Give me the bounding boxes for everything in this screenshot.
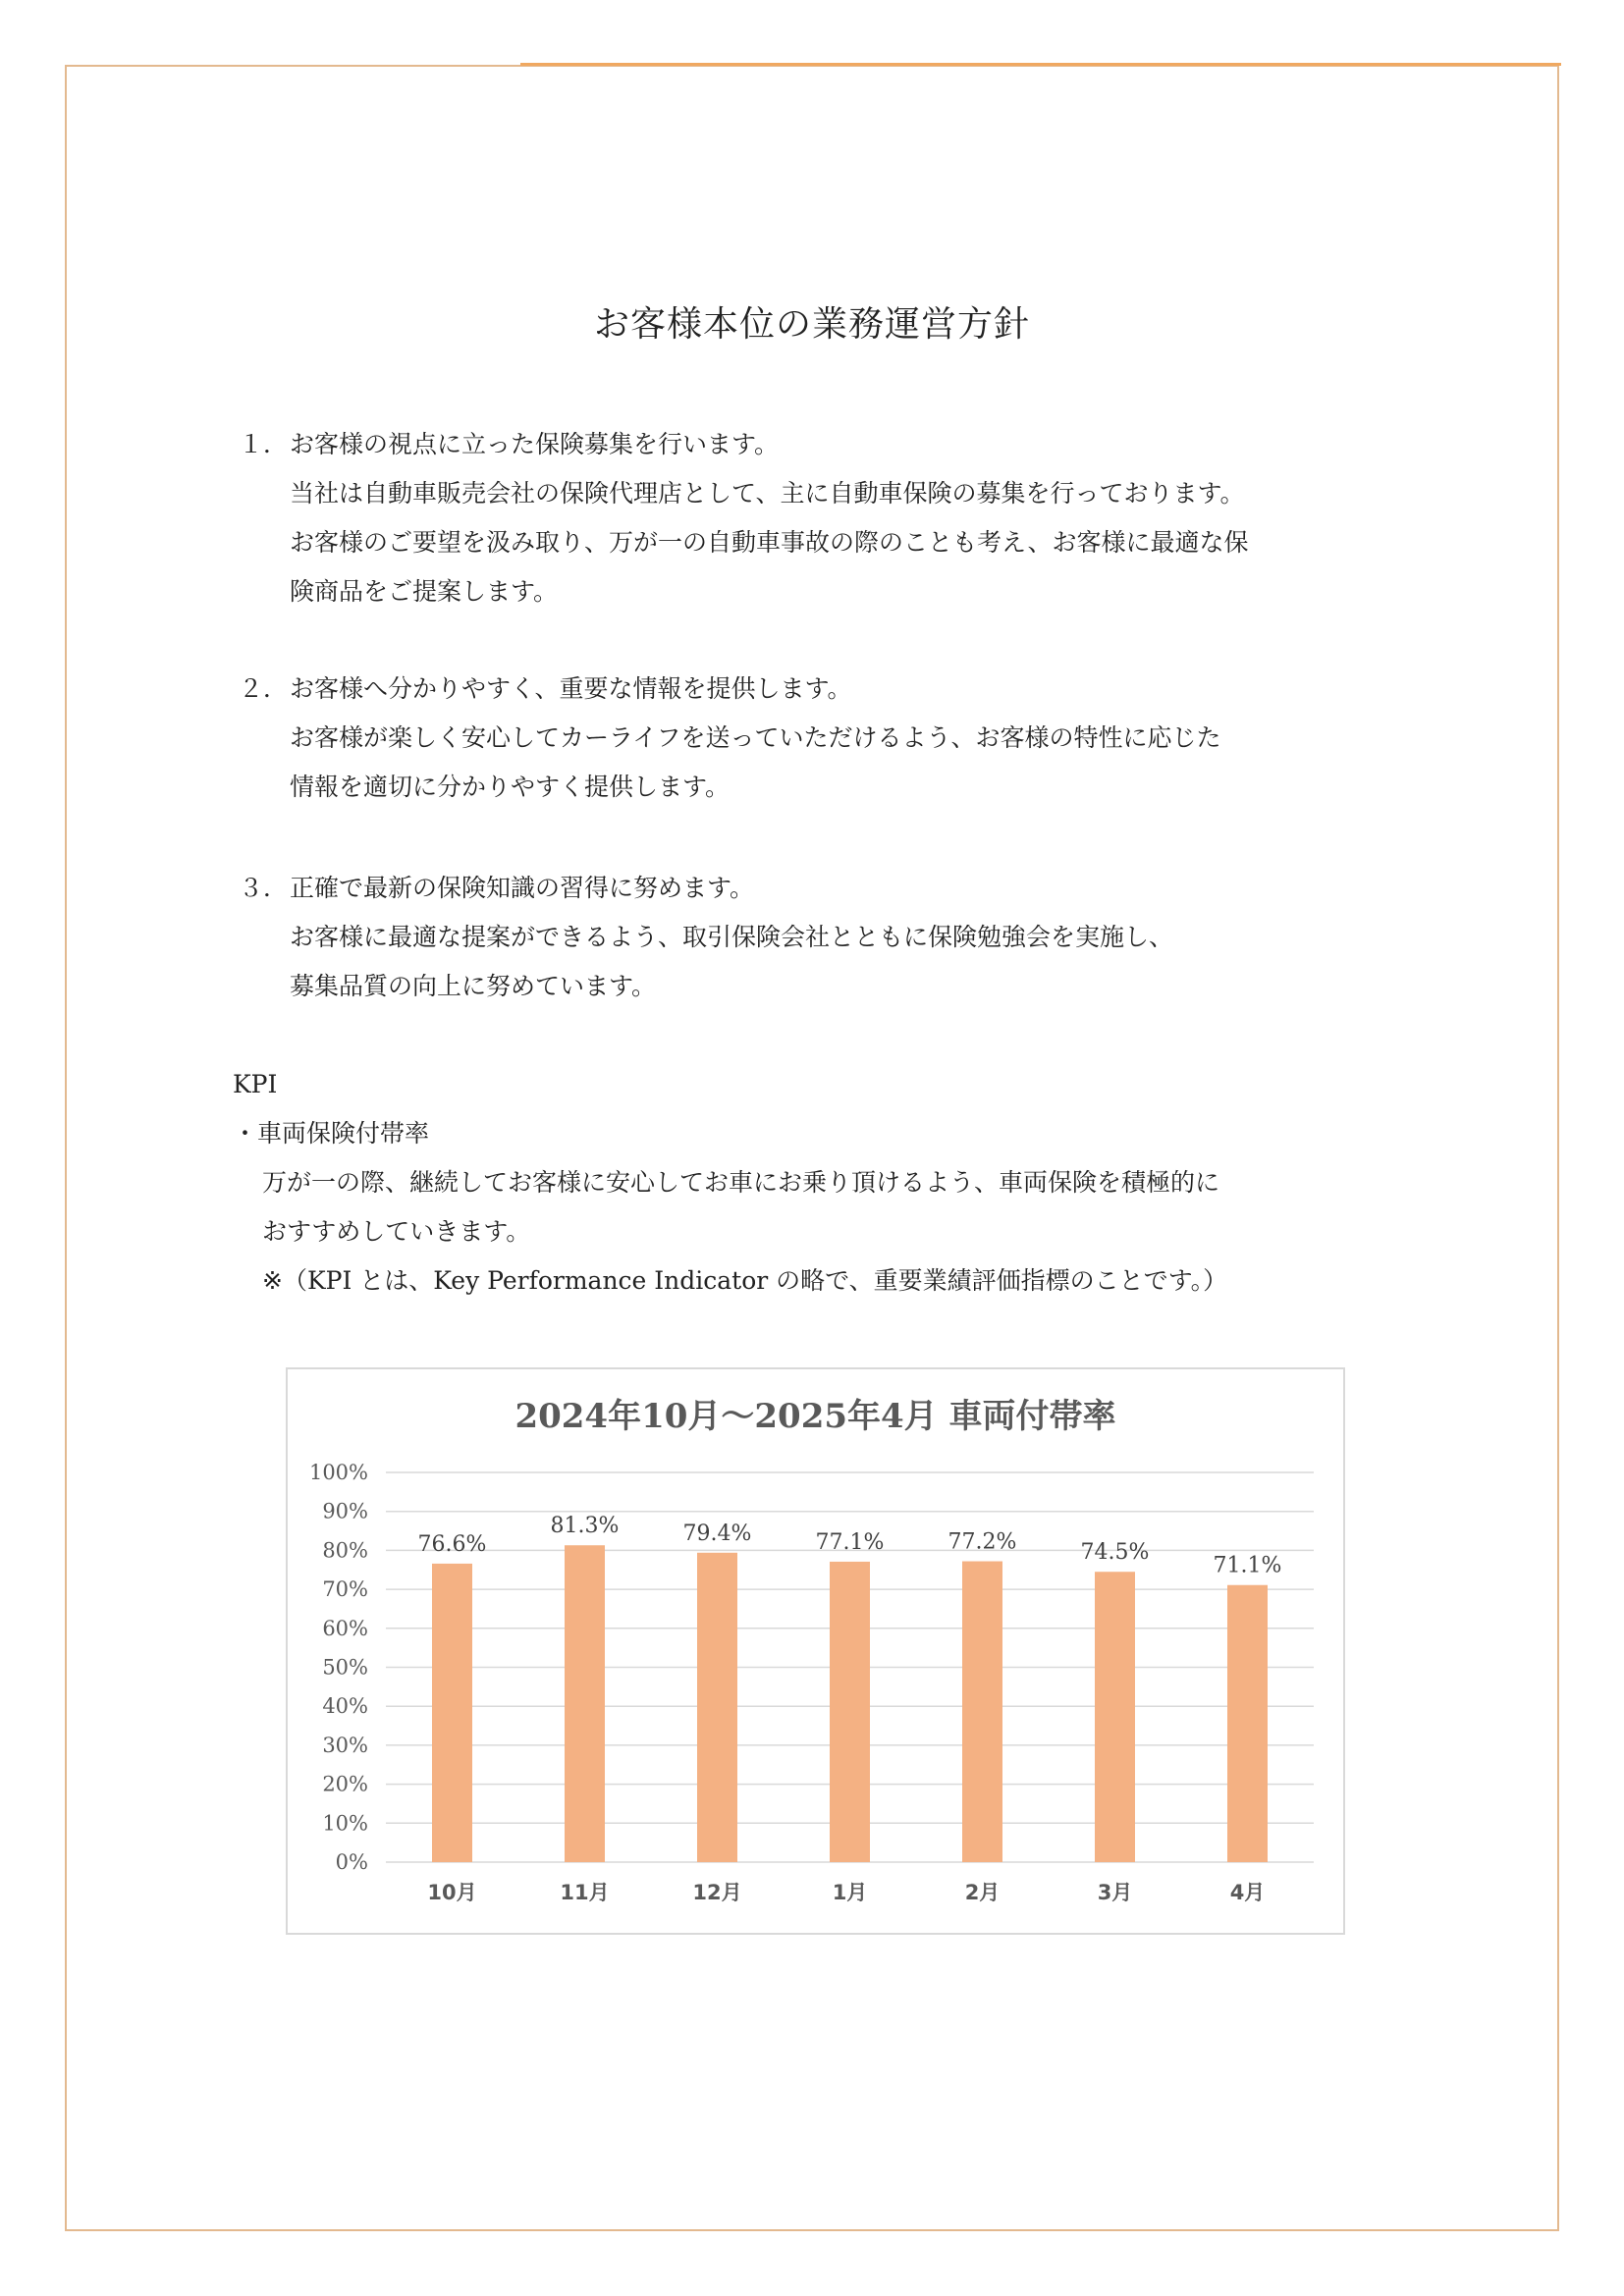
y-tick-label: 30%	[322, 1733, 368, 1757]
x-tick-label: 3月	[1097, 1881, 1133, 1904]
y-tick-label: 100%	[308, 1461, 368, 1484]
data-label: 81.3%	[550, 1514, 620, 1539]
data-label: 74.5%	[1080, 1540, 1150, 1566]
section-number: ２．	[239, 674, 289, 703]
section-line: お客様に最適な提案ができるよう、取引保険会社とともに保険勉強会を実施し、	[290, 923, 1174, 951]
policy-section-1	[239, 420, 1417, 616]
data-label: 71.1%	[1213, 1553, 1282, 1578]
data-label: 79.4%	[682, 1521, 752, 1546]
x-tick-label: 2月	[964, 1881, 1001, 1904]
data-label: 76.6%	[417, 1531, 487, 1557]
chart-title: 2024年10月～2025年4月 車両付帯率	[514, 1397, 1116, 1436]
bar	[697, 1553, 737, 1862]
y-tick-label: 70%	[322, 1577, 368, 1602]
page-border-accent	[520, 63, 1561, 66]
policy-section-2	[239, 665, 1417, 812]
section-line: お客様が楽しく安心してカーライフを送っていただけるよう、お客様の特性に応じた	[290, 723, 1221, 752]
y-tick-label: 80%	[322, 1538, 368, 1563]
y-tick-label: 50%	[322, 1655, 368, 1680]
y-tick-label: 40%	[322, 1694, 368, 1719]
kpi-section	[233, 1060, 1460, 1306]
kpi-item: ・車両保険付帯率	[233, 1119, 430, 1148]
page-title: お客様本位の業務運営方針	[593, 304, 1030, 345]
bar	[565, 1545, 605, 1862]
x-tick-label: 4月	[1229, 1881, 1266, 1904]
data-label: 77.2%	[947, 1529, 1017, 1555]
x-tick-label: 12月	[692, 1881, 742, 1904]
section-number: １．	[239, 430, 289, 458]
x-tick-label: 10月	[427, 1881, 477, 1904]
x-tick-label: 1月	[832, 1881, 868, 1904]
x-tick-label: 11月	[560, 1881, 610, 1904]
kpi-line: 万が一の際、継続してお客様に安心してお車にお乗り頂けるよう、車両保険を積極的に	[262, 1168, 1220, 1197]
section-line: 険商品をご提案します。	[290, 577, 559, 606]
section-line: 当社は自動車販売会社の保険代理店として、主に自動車保険の募集を行っております。	[290, 479, 1245, 507]
bar	[1095, 1572, 1135, 1862]
kpi-note: ※（KPI とは、Key Performance Indicator の略で、重要業績評価指標のことです。）	[262, 1266, 1228, 1295]
data-label: 77.1%	[815, 1529, 885, 1555]
bar	[432, 1564, 472, 1862]
section-line: 募集品質の向上に努めています。	[290, 972, 657, 1000]
y-tick-label: 90%	[322, 1499, 368, 1523]
section-line: 情報を適切に分かりやすく提供します。	[290, 773, 731, 801]
kpi-heading: KPI	[233, 1070, 278, 1098]
section-body	[239, 469, 1417, 616]
y-tick-label: 20%	[322, 1772, 368, 1796]
y-tick-label: 60%	[322, 1616, 368, 1640]
y-tick-label: 10%	[322, 1811, 368, 1836]
section-number: ３．	[239, 874, 289, 902]
section-body	[239, 913, 1417, 1011]
section-line: お客様のご要望を汲み取り、万が一の自動車事故の際のことも考え、お客様に最適な保	[290, 528, 1249, 557]
section-heading: お客様の視点に立った保険募集を行います。	[290, 430, 780, 458]
policy-section-3	[239, 864, 1417, 1011]
kpi-line: おすすめしていきます。	[262, 1217, 531, 1246]
section-heading: お客様へ分かりやすく、重要な情報を提供します。	[290, 674, 852, 703]
bar	[830, 1562, 870, 1862]
y-tick-label: 0%	[335, 1850, 368, 1874]
kpi-chart	[286, 1367, 1345, 1935]
section-heading: 正確で最新の保険知識の習得に努めます。	[290, 874, 755, 902]
bar	[962, 1562, 1002, 1862]
bar-chart	[288, 1369, 1343, 1933]
section-body	[239, 714, 1417, 812]
bar	[1227, 1585, 1268, 1862]
